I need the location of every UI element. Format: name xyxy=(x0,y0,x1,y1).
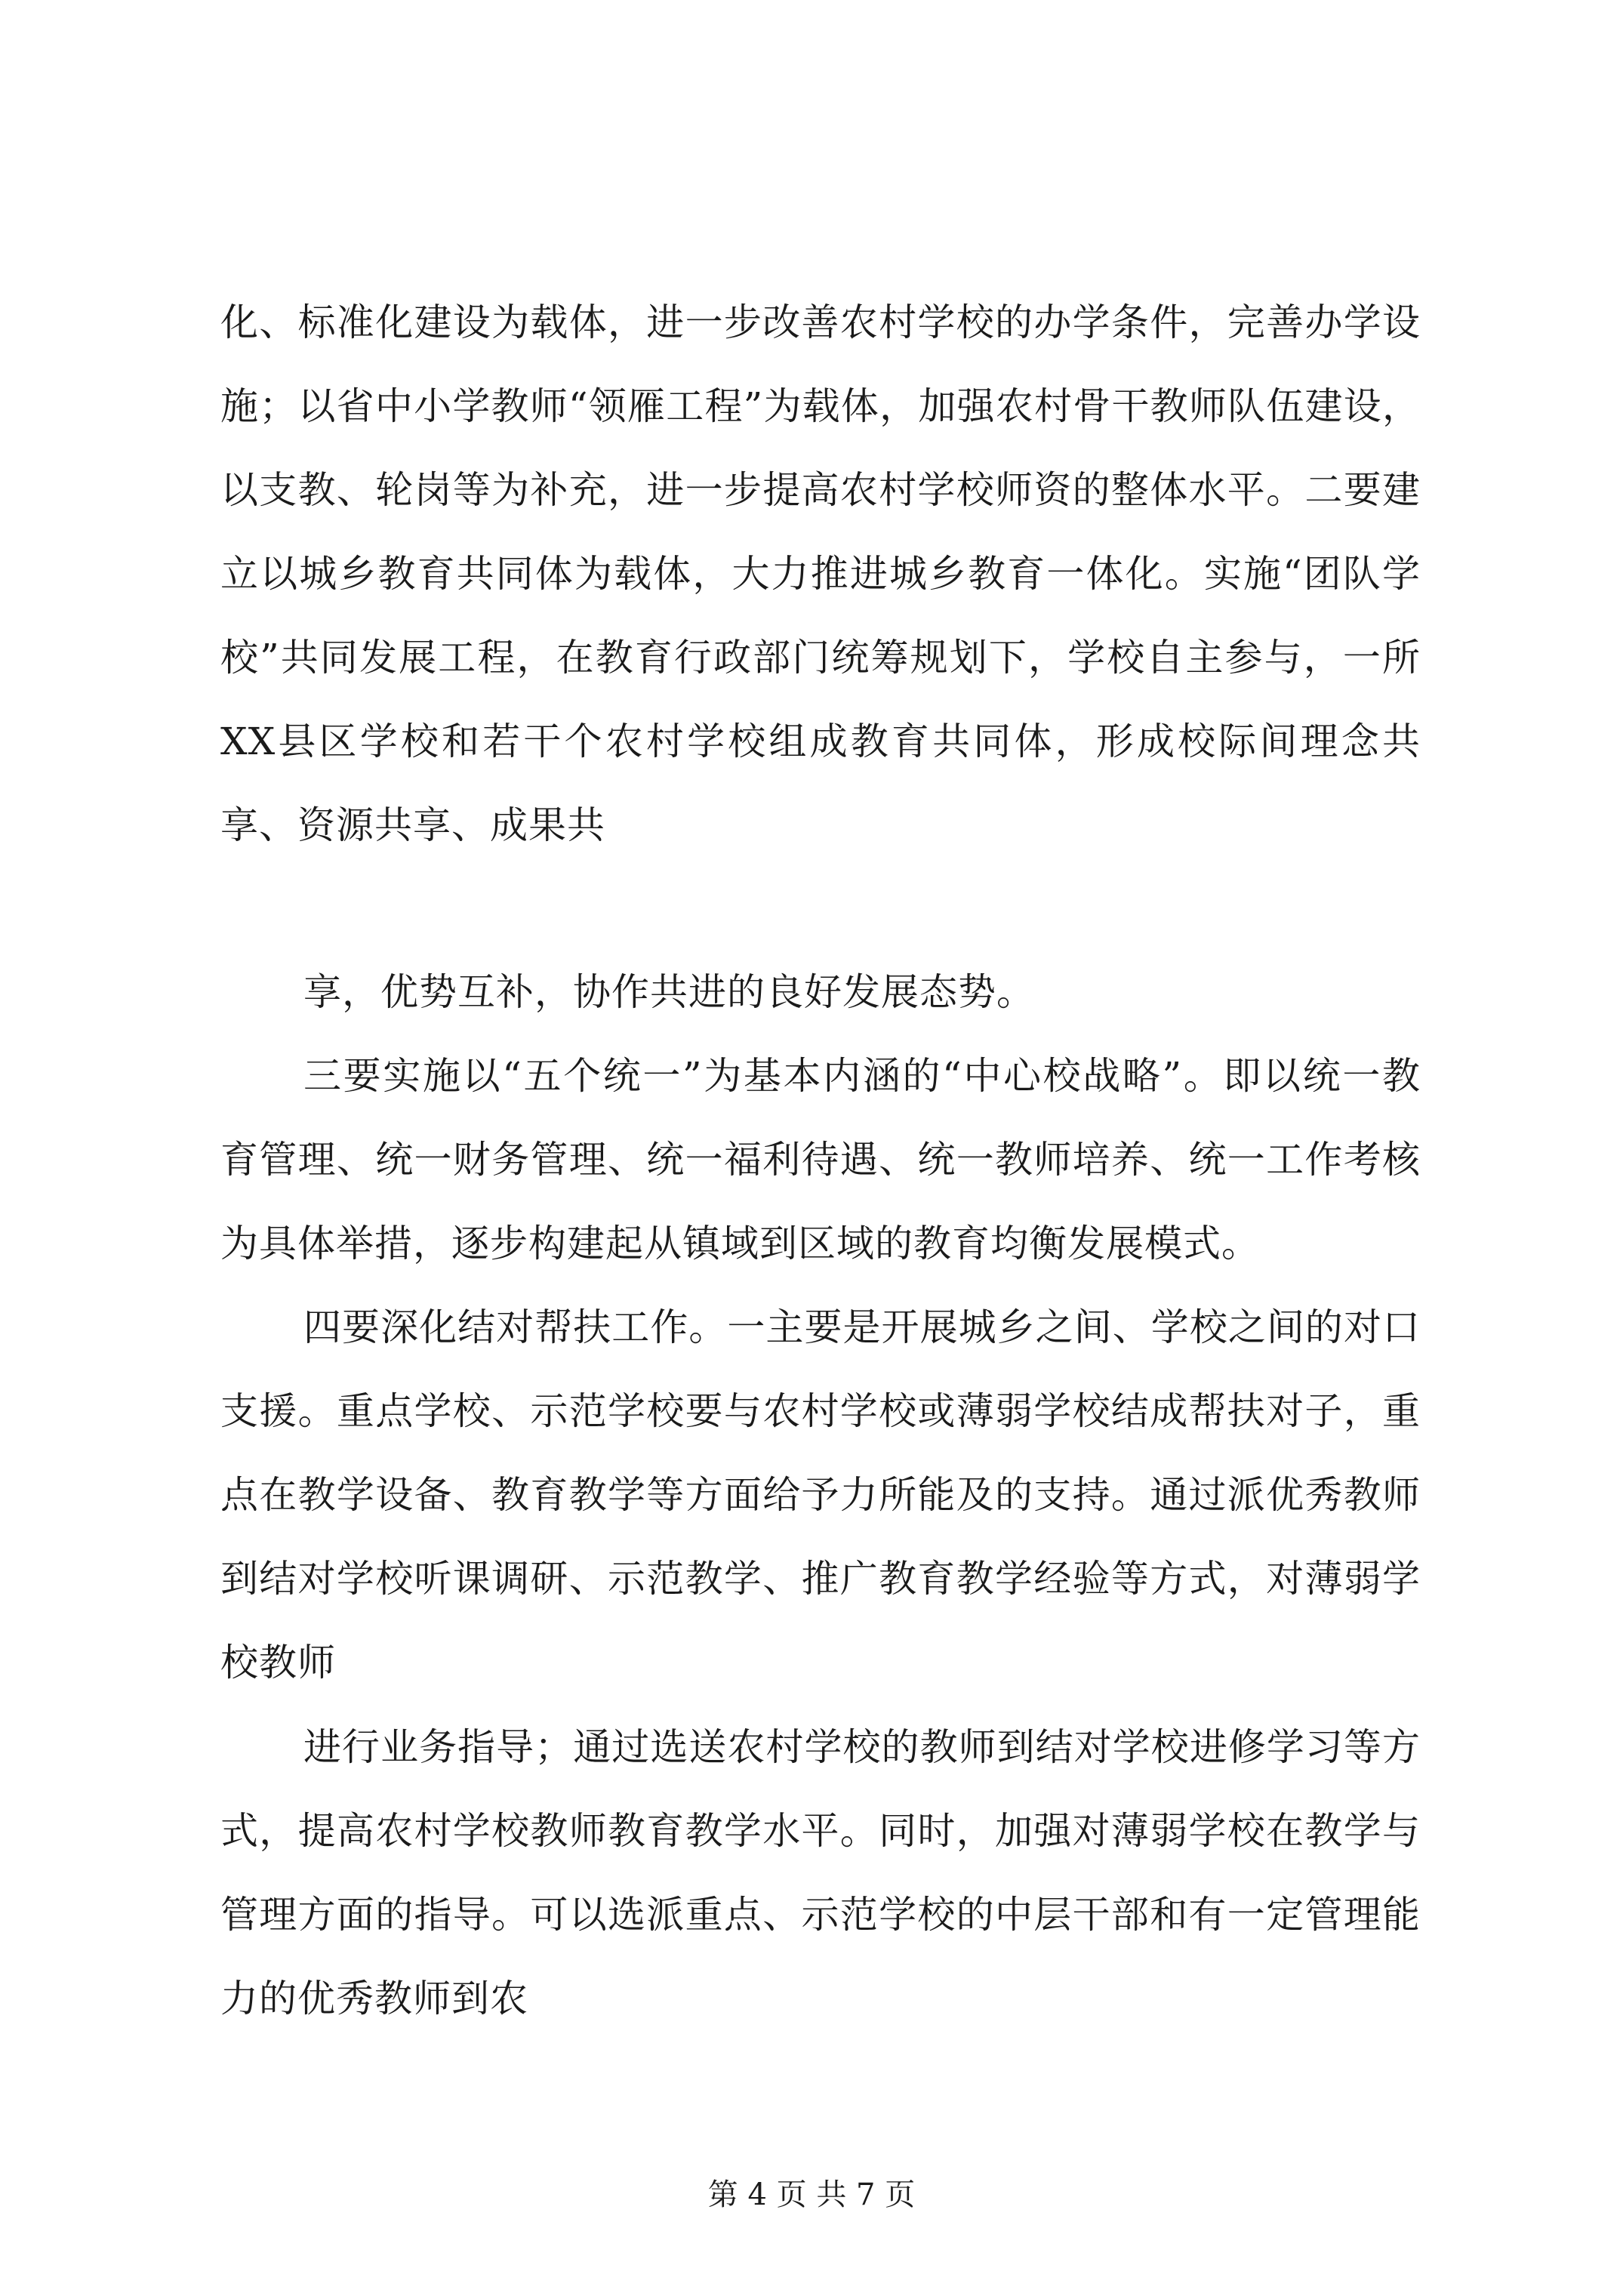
paragraph-continuation: 化、标准化建设为载体，进一步改善农村学校的办学条件，完善办学设施；以省中小学教师“领雁工程”为载体，加强农村骨干教师队伍建设，以支教、轮岗等为补充，进一步提高农村学校师资的整体水平。二要建立以城乡教育共同体为载体，大力推进城乡教育一体化。实施“团队学校”共同发展工程，在教育行政部门统筹规划下，学校自主参与，一所XX县区学校和若干个农村学校组成教育共同体，形成校际间理念共享、资源共享、成果共 xyxy=(220,300,1421,847)
paragraph-continuation-end: 享，优势互补，协作共进的良好发展态势。 xyxy=(303,970,1035,1014)
paragraph-three: 三要实施以“五个统一”为基本内涵的“中心校战略”。即以统一教育管理、统一财务管理、统一福利待遇、统一教师培养、统一工作考核为具体举措，逐步构建起从镇域到区域的教育均衡发展模式。 xyxy=(220,1054,1421,1265)
page-footer: 第 4 页 共 7 页 xyxy=(707,2177,916,2212)
paragraph-four: 四要深化结对帮扶工作。一主要是开展城乡之间、学校之间的对口支援。重点学校、示范学校要与农村学校或薄弱学校结成帮扶对子，重点在教学设备、教育教学等方面给予力所能及的支持。通过派优秀教师到结对学校听课调研、示范教学、推广教育教学经验等方式，对薄弱学校教师 xyxy=(220,1305,1421,1684)
paragraph-four-continued: 进行业务指导；通过选送农村学校的教师到结对学校进修学习等方式，提高农村学校教师教育教学水平。同时，加强对薄弱学校在教学与管理方面的指导。可以选派重点、示范学校的中层干部和有一定管理能力的优秀教师到农 xyxy=(220,1725,1421,2020)
